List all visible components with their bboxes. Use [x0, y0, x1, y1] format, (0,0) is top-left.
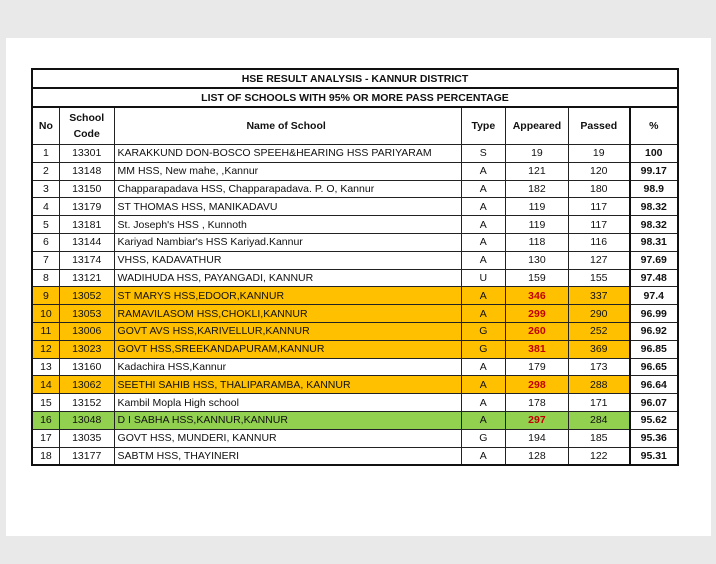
row-passed: 120 — [569, 162, 630, 180]
row-passed: 252 — [569, 322, 630, 340]
row-percent: 100 — [630, 145, 678, 163]
row-school-code: 13048 — [59, 411, 114, 429]
row-type: A — [461, 305, 505, 323]
header-appeared: Appeared — [505, 107, 568, 145]
table-row — [32, 447, 678, 465]
row-no: 15 — [32, 394, 59, 412]
row-passed: 369 — [569, 340, 630, 358]
header-school-code-line2: Code — [73, 128, 100, 140]
table-row — [32, 180, 678, 198]
results-table — [31, 68, 679, 466]
row-no: 3 — [32, 180, 59, 198]
table-row — [32, 358, 678, 376]
table-subtitle: LIST OF SCHOOLS WITH 95% OR MORE PASS PERCENTAGE — [32, 88, 678, 107]
table-row — [32, 429, 678, 447]
row-no: 5 — [32, 216, 59, 234]
row-no: 11 — [32, 322, 59, 340]
row-percent: 96.07 — [630, 394, 678, 412]
row-school-code: 13174 — [59, 251, 114, 269]
row-school-code: 13160 — [59, 358, 114, 376]
row-school-code: 13150 — [59, 180, 114, 198]
row-percent: 98.32 — [630, 198, 678, 216]
table-row — [32, 376, 678, 394]
row-school-name: Kariyad Nambiar's HSS Kariyad.Kannur — [114, 233, 461, 251]
table-row — [32, 251, 678, 269]
row-no: 14 — [32, 376, 59, 394]
row-passed: 155 — [569, 269, 630, 287]
row-no: 12 — [32, 340, 59, 358]
row-school-code: 13053 — [59, 305, 114, 323]
row-no: 4 — [32, 198, 59, 216]
row-type: G — [461, 340, 505, 358]
header-school-code — [59, 107, 114, 145]
row-appeared: 19 — [505, 145, 568, 163]
row-school-name: GOVT HSS,SREEKANDAPURAM,KANNUR — [114, 340, 461, 358]
row-school-name: St. Joseph's HSS , Kunnoth — [114, 216, 461, 234]
row-school-name: VHSS, KADAVATHUR — [114, 251, 461, 269]
row-school-code: 13144 — [59, 233, 114, 251]
row-percent: 96.65 — [630, 358, 678, 376]
row-school-name: ST THOMAS HSS, MANIKADAVU — [114, 198, 461, 216]
row-passed: 290 — [569, 305, 630, 323]
row-school-name: D I SABHA HSS,KANNUR,KANNUR — [114, 411, 461, 429]
row-school-code: 13023 — [59, 340, 114, 358]
row-appeared: 178 — [505, 394, 568, 412]
row-school-code: 13006 — [59, 322, 114, 340]
table-row — [32, 216, 678, 234]
row-passed: 127 — [569, 251, 630, 269]
row-type: A — [461, 394, 505, 412]
header-percent: % — [630, 107, 678, 145]
header-school-code-line1: School — [69, 112, 105, 124]
row-percent: 96.64 — [630, 376, 678, 394]
header-passed: Passed — [569, 107, 630, 145]
row-appeared: 298 — [505, 376, 568, 394]
row-type: A — [461, 358, 505, 376]
row-no: 17 — [32, 429, 59, 447]
row-appeared: 381 — [505, 340, 568, 358]
row-no: 6 — [32, 233, 59, 251]
row-type: A — [461, 447, 505, 465]
row-appeared: 182 — [505, 180, 568, 198]
row-school-name: MM HSS, New mahe, ,Kannur — [114, 162, 461, 180]
row-percent: 98.32 — [630, 216, 678, 234]
row-passed: 19 — [569, 145, 630, 163]
row-school-code: 13121 — [59, 269, 114, 287]
row-school-code: 13062 — [59, 376, 114, 394]
row-no: 8 — [32, 269, 59, 287]
table-row — [32, 269, 678, 287]
row-appeared: 130 — [505, 251, 568, 269]
row-school-name: Chapparapadava HSS, Chapparapadava. P. O, Kannur — [114, 180, 461, 198]
row-passed: 180 — [569, 180, 630, 198]
row-school-code: 13177 — [59, 447, 114, 465]
row-school-code: 13181 — [59, 216, 114, 234]
table-row — [32, 287, 678, 305]
row-percent: 95.31 — [630, 447, 678, 465]
table-row — [32, 394, 678, 412]
row-school-name: WADIHUDA HSS, PAYANGADI, KANNUR — [114, 269, 461, 287]
row-percent: 98.31 — [630, 233, 678, 251]
row-passed: 337 — [569, 287, 630, 305]
row-school-code: 13052 — [59, 287, 114, 305]
row-type: A — [461, 376, 505, 394]
row-school-name: RAMAVILASOM HSS,CHOKLI,KANNUR — [114, 305, 461, 323]
row-school-name: Kadachira HSS,Kannur — [114, 358, 461, 376]
row-school-name: GOVT HSS, MUNDERI, KANNUR — [114, 429, 461, 447]
table-title: HSE RESULT ANALYSIS - KANNUR DISTRICT — [32, 69, 678, 88]
row-type: A — [461, 287, 505, 305]
row-school-code: 13148 — [59, 162, 114, 180]
row-school-code: 13035 — [59, 429, 114, 447]
row-no: 16 — [32, 411, 59, 429]
table-row — [32, 305, 678, 323]
row-school-name: GOVT AVS HSS,KARIVELLUR,KANNUR — [114, 322, 461, 340]
row-percent: 97.48 — [630, 269, 678, 287]
row-percent: 95.36 — [630, 429, 678, 447]
row-type: A — [461, 233, 505, 251]
header-name: Name of School — [114, 107, 461, 145]
row-appeared: 346 — [505, 287, 568, 305]
row-type: G — [461, 322, 505, 340]
row-school-code: 13301 — [59, 145, 114, 163]
row-appeared: 299 — [505, 305, 568, 323]
table-row — [32, 233, 678, 251]
row-school-name: KARAKKUND DON-BOSCO SPEEH&HEARING HSS PARIYARAM — [114, 145, 461, 163]
row-appeared: 297 — [505, 411, 568, 429]
row-percent: 97.4 — [630, 287, 678, 305]
row-passed: 173 — [569, 358, 630, 376]
row-appeared: 128 — [505, 447, 568, 465]
table-row — [32, 198, 678, 216]
row-passed: 117 — [569, 198, 630, 216]
row-type: A — [461, 198, 505, 216]
row-appeared: 121 — [505, 162, 568, 180]
row-percent: 99.17 — [630, 162, 678, 180]
row-no: 7 — [32, 251, 59, 269]
row-no: 1 — [32, 145, 59, 163]
row-type: A — [461, 216, 505, 234]
table-row — [32, 145, 678, 163]
row-no: 9 — [32, 287, 59, 305]
row-school-code: 13179 — [59, 198, 114, 216]
row-passed: 122 — [569, 447, 630, 465]
header-row — [32, 107, 678, 145]
row-type: S — [461, 145, 505, 163]
row-percent: 96.92 — [630, 322, 678, 340]
row-appeared: 194 — [505, 429, 568, 447]
row-appeared: 179 — [505, 358, 568, 376]
row-type: G — [461, 429, 505, 447]
row-percent: 97.69 — [630, 251, 678, 269]
row-type: U — [461, 269, 505, 287]
table-row — [32, 322, 678, 340]
header-type: Type — [461, 107, 505, 145]
row-percent: 98.9 — [630, 180, 678, 198]
row-school-name: SEETHI SAHIB HSS, THALIPARAMBA, KANNUR — [114, 376, 461, 394]
table-row — [32, 411, 678, 429]
row-type: A — [461, 251, 505, 269]
row-passed: 171 — [569, 394, 630, 412]
row-appeared: 118 — [505, 233, 568, 251]
row-school-name: SABTM HSS, THAYINERI — [114, 447, 461, 465]
table-row — [32, 340, 678, 358]
row-type: A — [461, 162, 505, 180]
row-type: A — [461, 411, 505, 429]
row-no: 2 — [32, 162, 59, 180]
row-passed: 185 — [569, 429, 630, 447]
row-appeared: 159 — [505, 269, 568, 287]
row-appeared: 119 — [505, 198, 568, 216]
row-no: 18 — [32, 447, 59, 465]
row-passed: 116 — [569, 233, 630, 251]
row-appeared: 260 — [505, 322, 568, 340]
row-school-name: Kambil Mopla High school — [114, 394, 461, 412]
row-passed: 288 — [569, 376, 630, 394]
row-school-code: 13152 — [59, 394, 114, 412]
row-appeared: 119 — [505, 216, 568, 234]
row-school-name: ST MARYS HSS,EDOOR,KANNUR — [114, 287, 461, 305]
header-no: No — [32, 107, 59, 145]
row-no: 10 — [32, 305, 59, 323]
row-percent: 96.85 — [630, 340, 678, 358]
row-no: 13 — [32, 358, 59, 376]
row-percent: 95.62 — [630, 411, 678, 429]
table-row — [32, 162, 678, 180]
row-type: A — [461, 180, 505, 198]
row-percent: 96.99 — [630, 305, 678, 323]
row-passed: 117 — [569, 216, 630, 234]
row-passed: 284 — [569, 411, 630, 429]
